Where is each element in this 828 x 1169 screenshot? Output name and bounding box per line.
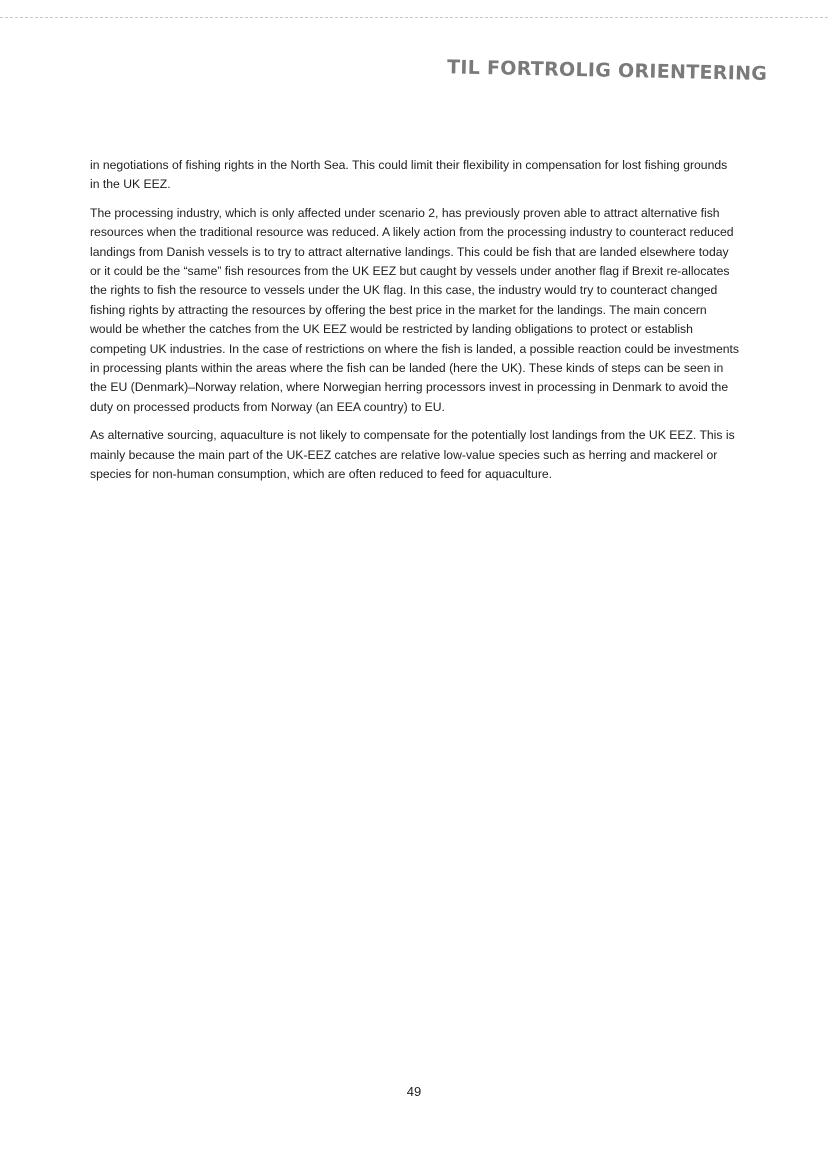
paragraph-aquaculture: As alternative sourcing, aquaculture is not likely to compensate for the potentially lost landings from the UK EEZ. This is mainly because the main part of the UK-EEZ catches are relative low-value species such as herring and mackerel or species for non-human consumption, which are often reduced to feed for aquaculture. (90, 428, 735, 482)
paragraph-fishing-rights: in negotiations of fishing rights in the North Sea. This could limit their flexibility in compensation for lost fishing grounds in the UK EEZ. (90, 158, 728, 192)
page-number: 49 (406, 1084, 422, 1099)
document-body (90, 156, 740, 494)
top-scan-rule (0, 17, 828, 18)
confidential-stamp: TIL FORTROLIG ORIENTERING (446, 56, 768, 85)
paragraph-processing-industry: The processing industry, which is only affected under scenario 2, has previously proven able to attract alternative fish resources when the traditional resource was reduced. A likely action from the processing industry to counteract reduced landings from Danish vessels is to try to attract alternative landings. This could be fish that are landed elsewhere today or it could be the “same” fish resources from the UK EEZ but caught by vessels under another flag if Brexit re-allocates the rights to fish the resource to vessels under the UK flag. In this case, the industry would try to counteract changed fishing rights by attracting the resources by offering the best price in the market for the landings. The main concern would be whether the catches from the UK EEZ would be restricted by landing obligations to protect or establish competing UK industries. In the case of restrictions on where the fish is landed, a possible reaction could be investments in processing plants within the areas where the fish can be landed (here the UK). These kinds of steps can be seen in the EU (Denmark)–Norway relation, where Norwegian herring processors invest in processing in Denmark to avoid the duty on processed products from Norway (an EEA country) to EU. (90, 205, 739, 414)
